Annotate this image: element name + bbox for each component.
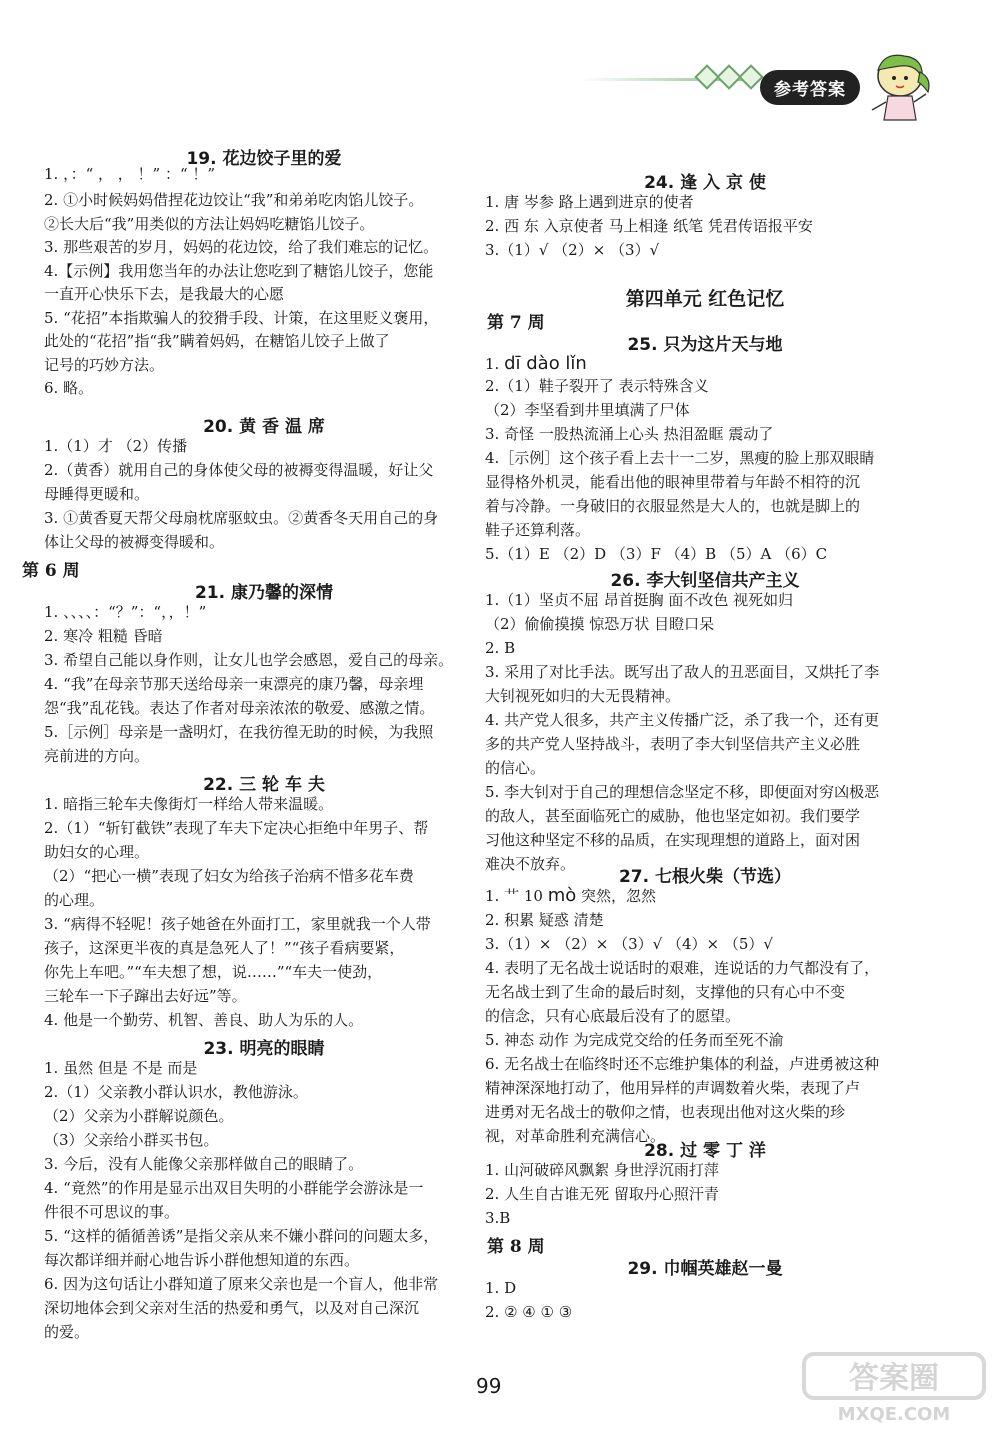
answer-line: 孩子，这深更半夜的真是急死人了！”“孩子看病要紧， — [44, 939, 405, 957]
answer-line: 4. 共产党人很多，共产主义传播广泛，杀了我一个，还有更 — [485, 711, 880, 729]
answer-line: 无名战士到了生命的最后时刻，支撑他的只有心中不变 — [485, 983, 846, 1001]
answer-line: 每次都详细并耐心地告诉小群他想知道的东西。 — [44, 1251, 360, 1269]
answer-text: 1. 艹 10 — [485, 887, 548, 905]
answer-line: 显得格外机灵，能看出他的眼神里带着与年龄不相符的沉 — [485, 473, 861, 491]
header-banner — [580, 50, 940, 130]
answer-line: 3.（1）√ （2）× （3）√ — [485, 241, 660, 259]
answer-line: 2.（1）“斩钉截铁”表现了车夫下定决心拒绝中年男子、帮 — [44, 819, 429, 837]
section-title: 28. 过 零 丁 洋 — [644, 1141, 766, 1161]
answer-line: （2）偷偷摸摸 惊恐万状 目瞪口呆 — [485, 615, 715, 633]
answer-line: 的敌人，甚至面临死亡的威胁，他也坚定如初。我们要学 — [485, 807, 861, 825]
answer-line: 三轮车一下子蹿出去好远”等。 — [44, 987, 247, 1005]
answer-line: 1.（1）才 （2）传播 — [44, 437, 188, 455]
section-title: 22. 三 轮 车 夫 — [203, 775, 325, 795]
answer-line: 5. “这样的循循善诱”是指父亲从来不嫌小群问的问题太多， — [44, 1227, 439, 1245]
answer-line: 2. 人生自古谁无死 留取丹心照汗青 — [485, 1185, 719, 1203]
answer-line: 2.（1）鞋子裂开了 表示特殊含义 — [485, 377, 709, 395]
answer-line: 习他这种坚定不移的品质，在实现理想的道路上，面对困 — [485, 831, 861, 849]
answer-line: 1.（1）坚贞不屈 昂首挺胸 面不改色 视死如归 — [485, 591, 794, 609]
answer-line: 进勇对无名战士的敬仰之情，也表现出他对这火柴的珍 — [485, 1103, 846, 1121]
answer-line: 1. dī dào lǐn — [485, 353, 587, 374]
answer-line: 5.［示例］母亲是一盏明灯，在我彷徨无助的时候，为我照 — [44, 723, 434, 741]
svg-text:MXQE.COM: MXQE.COM — [837, 1404, 951, 1425]
answer-line: （2）李坚看到井里填满了尸体 — [485, 401, 690, 419]
answer-line: 5. “花招”本指欺骗人的狡猾手段、计策，在这里贬义褒用， — [44, 309, 439, 327]
answer-line: 4. 表明了无名战士说话时的艰难，连说话的力气都没有了， — [485, 959, 880, 977]
answer-line: 视，对革命胜利充满信心。 — [485, 1127, 666, 1145]
section-title: 19. 花边饺子里的爱 — [186, 149, 342, 169]
answer-line: 6. 无名战士在临终时还不忘维护集体的利益，卢进勇被这种 — [485, 1055, 880, 1073]
answer-line: 5.（1）E （2）D （3）F （4）B （5）A （6）C — [485, 545, 828, 563]
week-heading: 第 8 周 — [487, 1237, 545, 1257]
pinyin-answer: dī dào lǐn — [504, 353, 587, 374]
answer-line: 多的共产党人坚持战斗，表明了李大钊坚信共产主义必胜 — [485, 735, 861, 753]
answer-line: 大钊视死如归的大无畏精神。 — [485, 687, 681, 705]
answer-line: 6. 略。 — [44, 379, 94, 397]
week-heading: 第 6 周 — [22, 561, 80, 581]
answer-line: 1. 唐 岑参 路上遇到进京的使者 — [485, 193, 694, 211]
header-diamonds — [698, 68, 760, 86]
answer-line: 4. “我”在母亲节那天送给母亲一束漂亮的康乃馨，母亲埋 — [44, 675, 424, 693]
answer-line: 2. 寒冷 粗糙 昏暗 — [44, 627, 163, 645]
pinyin-answer: mò — [547, 885, 577, 906]
answer-line: 件很不可思议的事。 — [44, 1203, 180, 1221]
answer-line: 3. 今后，没有人能像父亲那样做自己的眼睛了。 — [44, 1155, 364, 1173]
answer-line: 母睡得更暖和。 — [44, 485, 150, 503]
answer-line: 记号的巧妙方法。 — [44, 356, 165, 374]
answer-line: 一直开心快乐下去，是我最大的心愿 — [44, 285, 285, 303]
answer-line: 鞋子还算利落。 — [485, 521, 591, 539]
answer-line: ②长大后“我”用类似的方法让妈妈吃糖馅儿饺子。 — [44, 215, 375, 233]
answer-line: 4.［示例］这个孩子看上去十一二岁，黑瘦的脸上那双眼睛 — [485, 449, 875, 467]
answer-line: 着与冷静。一身破旧的衣服显然是大人的，也就是脚上的 — [485, 497, 861, 515]
section-title: 20. 黄 香 温 席 — [203, 417, 325, 437]
answer-line: 2. B — [485, 639, 516, 657]
answer-line: 1. ，：“ ， ， ！” ：“ ！” — [44, 165, 216, 183]
answer-line: 2. 积累 疑惑 清楚 — [485, 911, 604, 929]
watermark-logo — [800, 1348, 990, 1428]
answer-line: 怨“我”乱花钱。表达了作者对母亲浓浓的敬爱、感激之情。 — [44, 699, 435, 717]
answer-line: （3）父亲给小群买书包。 — [44, 1131, 219, 1149]
answer-key-badge: 参考答案 — [760, 70, 860, 105]
unit-heading: 第四单元 红色记忆 — [625, 288, 785, 310]
section-title: 29. 巾帼英雄赵一曼 — [627, 1259, 783, 1279]
answer-line: 5. 李大钊对于自己的理想信念坚定不移，即便面对穷凶极恶 — [485, 783, 880, 801]
answer-line: 1. 暗指三轮车夫像街灯一样给人带来温暖。 — [44, 795, 334, 813]
week-heading: 第 7 周 — [487, 313, 545, 333]
answer-line: 的爱。 — [44, 1323, 90, 1341]
answer-line: 你先上车吧。”“车夫想了想，说……”“车夫一使劲， — [44, 963, 383, 981]
answer-line: 3. 希望自己能以身作则，让女儿也学会感恩，爱自己的母亲。 — [44, 651, 454, 669]
answer-line: 1. D — [485, 1279, 517, 1297]
section-title: 21. 康乃馨的深情 — [194, 583, 334, 603]
answer-text: 突然，忽然 — [576, 887, 657, 905]
answer-line: 3. “病得不轻呢！孩子她爸在外面打工，家里就我一个人带 — [44, 915, 431, 933]
answer-line: 5. 神态 动作 为完成党交给的任务而至死不渝 — [485, 1031, 784, 1049]
page-number: 99 — [476, 1374, 502, 1398]
answer-line: 的信心。 — [485, 759, 546, 777]
answer-line: 精神深深地打动了，他用异样的声调数着火柴，表现了卢 — [485, 1079, 861, 1097]
answer-line: 3.（1）× （2）× （3）√ （4）× （5）√ — [485, 935, 773, 953]
section-title: 26. 李大钊坚信共产主义 — [610, 571, 800, 591]
answer-line: 2. ② ④ ① ③ — [485, 1303, 573, 1321]
answer-line: 1. 虽然 但是 不是 而是 — [44, 1059, 198, 1077]
section-title: 27. 七根火柴（节选） — [618, 867, 792, 887]
answer-line: 3. ①黄香夏天帮父母扇枕席驱蚊虫。②黄香冬天用自己的身 — [44, 509, 439, 527]
answer-line: 4.【示例】我用您当年的办法让您吃到了糖馅儿饺子，您能 — [44, 262, 434, 280]
answer-line: （2）“把心一横”表现了妇女为给孩子治病不惜多花车费 — [44, 867, 414, 885]
answer-line: 难决不放弃。 — [485, 855, 576, 873]
answer-line: 助妇女的心理。 — [44, 843, 150, 861]
section-title: 23. 明亮的眼睛 — [203, 1039, 325, 1059]
answer-line: 2. 西 东 入京使者 马上相逢 纸笔 凭君传语报平安 — [485, 217, 813, 235]
answer-line: 6. 因为这句话让小群知道了原来父亲也是一个盲人，他非常 — [44, 1275, 439, 1293]
answer-line: 1. 山河破碎风飘絮 身世浮沉雨打萍 — [485, 1161, 719, 1179]
section-title: 25. 只为这片天与地 — [627, 335, 783, 355]
answer-line: 亮前进的方向。 — [44, 747, 150, 765]
answer-line: 4. 他是一个勤劳、机智、善良、助人为乐的人。 — [44, 1011, 364, 1029]
answer-line: 3.B — [485, 1209, 511, 1227]
answer-line: 2. ①小时候妈妈借捏花边饺让“我”和弟弟吃肉馅儿饺子。 — [44, 191, 424, 209]
answer-line: 2.（1）父亲教小群认识水，教他游泳。 — [44, 1083, 308, 1101]
answer-line: 3. 奇怪 一股热流涌上心头 热泪盈眶 震动了 — [485, 425, 774, 443]
answer-line: 的心理。 — [44, 891, 105, 909]
section-title: 24. 逢 入 京 使 — [644, 173, 766, 193]
answer-line: 深切地体会到父亲对生活的热爱和勇气，以及对自己深沉 — [44, 1299, 420, 1317]
answer-line: 4. “竟然”的作用是显示出双目失明的小群能学会游泳是一 — [44, 1179, 424, 1197]
answer-line: 此处的“花招”指“我”瞒着妈妈，在糖馅儿饺子上做了 — [44, 332, 390, 350]
answer-line: 3. 采用了对比手法。既写出了敌人的丑恶面目，又烘托了李 — [485, 663, 880, 681]
answer-line: 1. 、、、、：“？”：“，，！” — [44, 603, 207, 621]
answer-line: 的信念，只有心底最后没有了的愿望。 — [485, 1007, 741, 1025]
answer-line: 3. 那些艰苦的岁月，妈妈的花边饺，给了我们难忘的记忆。 — [44, 238, 439, 256]
svg-text:答案圈: 答案圈 — [849, 1361, 939, 1396]
answer-line: 2.（黄香）就用自己的身体使父母的被褥变得温暖，好让父 — [44, 461, 434, 479]
cartoon-girl-icon — [864, 50, 934, 128]
answer-line — [485, 886, 656, 906]
answer-line: 体让父母的被褥变得暖和。 — [44, 533, 225, 551]
answer-line: （2）父亲为小群解说颜色。 — [44, 1107, 234, 1125]
